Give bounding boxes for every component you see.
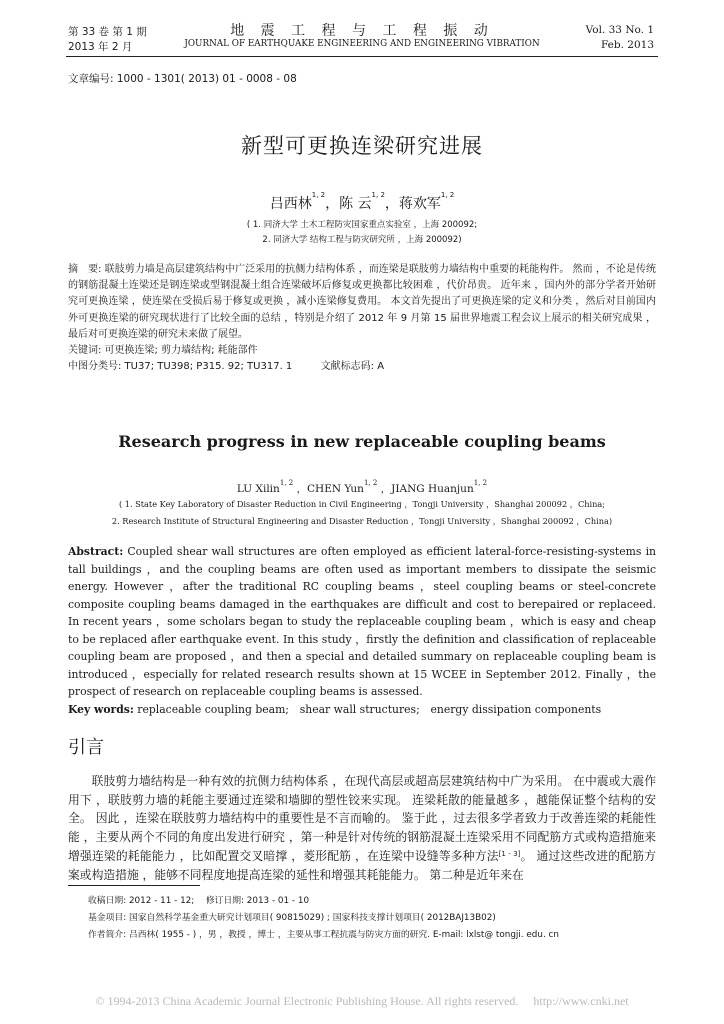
article-id: 文章编号: 1000 - 1301( 2013) 01 - 0008 - 08 [68, 73, 297, 85]
intro-body [68, 772, 656, 884]
author-name: 吕西林 [269, 196, 312, 212]
clc-number: 中图分类号: TU37; TU398; P315. 92; TU317. 1 [68, 361, 293, 373]
header-rule [66, 56, 658, 57]
title-en: Research progress in new replaceable coupling beams [118, 432, 606, 451]
abstract-en [68, 543, 656, 718]
page-title: 新型可更换连梁研究进展 [241, 134, 483, 158]
footnote-rule [68, 885, 200, 886]
affiliation-en-1: ( 1. State Key Laboratory of Disaster Reduction in Civil Engineering ，Tongji University ，Shanghai 200092 ，China; [118, 499, 606, 509]
abstract-en-text: Coupled shear wall structures are often employed as efficient lateral-force-resisting-systems in tall buildings ，and the coupling beams are often used as important members to dissipate the seismic energy. However ，after the traditional RC coupling beams ，steel coupling beams or steel-concrete composite coupling beams damaged in the earthquakes are difficult and cost to berepaired or replaceed. In recent years ，some scholars began to study the replaceable coupling beam ，which is easy and cheap to be replaced afler earthquake event. In this study ，firstly the definition and classification of replaceable coupling beam are proposed ，and then a special and detailed summary on replaceable coupling beam is introduced ，especially for related research results shown at 15 WCEE in September 2012. Finally ，the prospect of research on replaceable coupling beams is assessed. [68, 545, 656, 698]
author-affiliation-mark: 1, 2 [440, 191, 455, 199]
keywords-label: Key words: [68, 702, 134, 716]
volume-label: Vol. 33 No. 1 [585, 24, 654, 36]
intro-text: 联肢剪力墙结构是一种有效的抗侧力结构体系 ，在现代高层或超高层建筑结构中广为采用。 在中震或大震作用下 ，联肢剪力墙的耗能主要通过连梁和墙脚的塑性铰来实现。 连梁耗散的能量越多 ，越能保证整个结构的安全。 因此 ，连梁在联肢剪力墙结构中的重要性是不言而喻的。 鉴于此 ，过去很多学者致力于改善连梁的耗能性能 ，主要从两个不同的角度出发进行研究 ，第一种是针对传统的钢筋混凝土连梁采用不同配筋方式或构造措施来增强连梁的耗能能力 ，比如配置交叉暗撑 ，菱形配筋 ，在连梁中设缝等多种方法 [68, 774, 656, 863]
footnote-funding: 基金项目: 国家自然科学基金重大研究计划项目( 90815029) ; 国家科技支撑计划项目( 2012BAJ13B02) [88, 913, 496, 923]
author-name: LU Xilin [236, 483, 280, 495]
author-affiliation-mark: 1, 2 [279, 479, 294, 487]
abstract-zh [68, 262, 656, 375]
date-label: 2013 年 2 月 [68, 41, 133, 53]
footnote-received: 收稿日期: 2012 - 11 - 12; 修订日期: 2013 - 01 - 10 [88, 896, 310, 906]
affiliation-zh-2: 2. 同济大学 结构工程与防灾研究所 ，上海 200092) [262, 235, 462, 245]
affiliation-en-2: 2. Research Institute of Structural Engineering and Disaster Reduction ，Tongji University ，Shanghai 200092 ，China) [111, 516, 613, 526]
clc-line [68, 359, 656, 375]
author-name: ，陈 云 [325, 196, 372, 212]
author-name: ，CHEN Yun [293, 483, 364, 495]
keywords-en: replaceable coupling beam; shear wall structures; energy dissipation components [137, 702, 602, 716]
section-heading: 引言 [68, 737, 104, 758]
author-affiliation-mark: 1, 2 [371, 191, 385, 199]
copyright-notice: © 1994-2013 China Academic Journal Electronic Publishing House. All rights reserved. http://www.cnki.net [95, 994, 629, 1008]
abstract-label: Abstract: [68, 545, 124, 558]
citation: [1 - 3] [498, 849, 521, 858]
journal-title-zh: 地 震 工 程 与 工 程 振 动 [230, 23, 494, 39]
issue-label: 第 33 卷 第 1 期 [68, 26, 147, 38]
author-name: ，JIANG Huanjun [377, 483, 474, 495]
affiliation-zh-1: ( 1. 同济大学 土木工程防灾国家重点实验室 ，上海 200092; [246, 220, 478, 230]
author-affiliation-mark: 1, 2 [363, 479, 378, 487]
footnote-author-bio: 作者简介: 吕西林( 1955 - ) ，男 ，教授 ，博士 ，主要从事工程抗震与防灾方面的研究. E-mail: lxlst@ tongji. edu. cn [88, 930, 559, 940]
author-affiliation-mark: 1, 2 [311, 191, 326, 199]
date-label-en: Feb. 2013 [600, 39, 654, 51]
abstract-zh-text: 摘 要: 联肢剪力墙是高层建筑结构中广泛采用的抗侧力结构体系 ，而连梁是联肢剪力墙结构中重要的耗能构件。 然而 ，不论是传统的钢筋混凝土连梁还是钢连梁或型钢混凝土组合连梁破坏后修复或更换都比较困难 ，代价昂贵。 近年来 ，国内外的部分学者开始研究可更换连梁 ，使连梁在受损后易于修复或更换 ，减小连梁修复费用。 本文首先提出了可更换连梁的定义和分类 ，然后对目前国内外可更换连梁的研究现状进行了比较全面的总结 ，特别是介绍了 2012 年 9 月第 15 届世界地震工程会议上展示的相关研究成果 ，最后对可更换连梁的研究未来做了展望。 [68, 264, 656, 340]
author-name: ，蒋欢军 [384, 196, 441, 212]
keywords-zh: 关键词: 可更换连梁; 剪力墙结构; 耗能部件 [68, 345, 258, 357]
journal-title-en: JOURNAL OF EARTHQUAKE ENGINEERING AND ENGINEERING VIBRATION [184, 39, 540, 49]
authors-zh [0, 193, 724, 213]
author-affiliation-mark: 1, 2 [473, 479, 488, 487]
document-code: 文献标志码: A [320, 361, 385, 373]
intro-text-continued: 。 通过这些改进的配筋方案或构造措施 ，能够不同程度地提高连梁的延性和增强其耗能能力。 第二种是近年来在 [68, 848, 656, 882]
authors-en [0, 481, 724, 496]
